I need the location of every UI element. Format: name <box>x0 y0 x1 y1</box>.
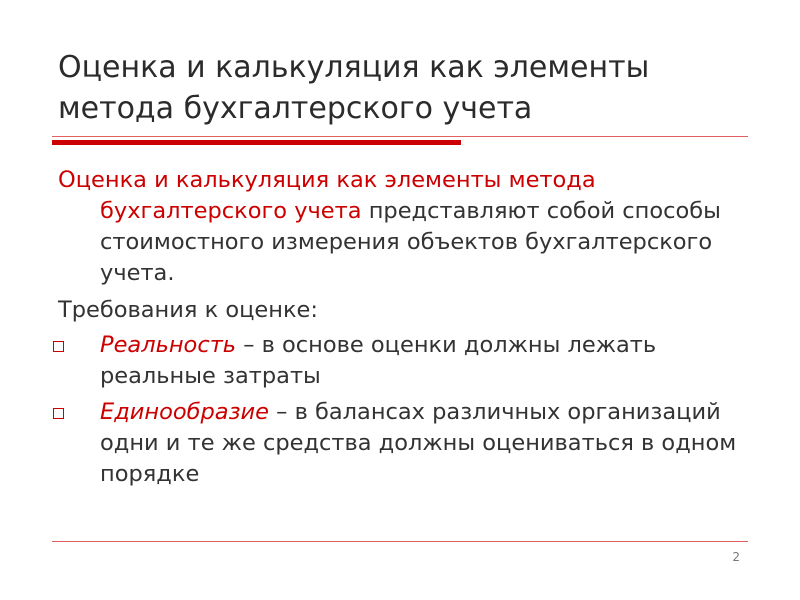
bullet-item-uniformity <box>58 397 748 490</box>
footer-divider <box>52 541 748 542</box>
bullet-text: – в балансах различных организаций одни и те же средства должны оцениваться в одном порядке <box>100 399 737 487</box>
bullet-text: – в основе оценки должны лежать реальные затраты <box>100 332 657 389</box>
title-divider-thin <box>52 136 748 137</box>
page-number: 2 <box>732 550 740 564</box>
definition-highlight: Оценка и калькуляция как элементы метода бухгалтерского учета <box>58 167 596 224</box>
slide-title <box>58 47 758 129</box>
definition-text: представляют собой способы стоимостного измерения объектов бухгалтерского учета. <box>100 198 721 286</box>
square-bullet-icon <box>53 341 64 352</box>
square-bullet-icon <box>53 408 64 419</box>
definition-paragraph <box>58 165 748 289</box>
requirements-heading: Требования к оценке: <box>58 297 318 323</box>
bullet-term: Реальность <box>100 332 237 358</box>
slide-content <box>58 165 748 495</box>
title-line-2: метода бухгалтерского учета <box>58 91 533 126</box>
bullet-term: Единообразие <box>100 399 270 425</box>
title-divider-accent <box>52 140 461 145</box>
bullet-item-reality <box>58 330 748 392</box>
title-line-1: Оценка и калькуляция как элементы <box>58 50 650 85</box>
